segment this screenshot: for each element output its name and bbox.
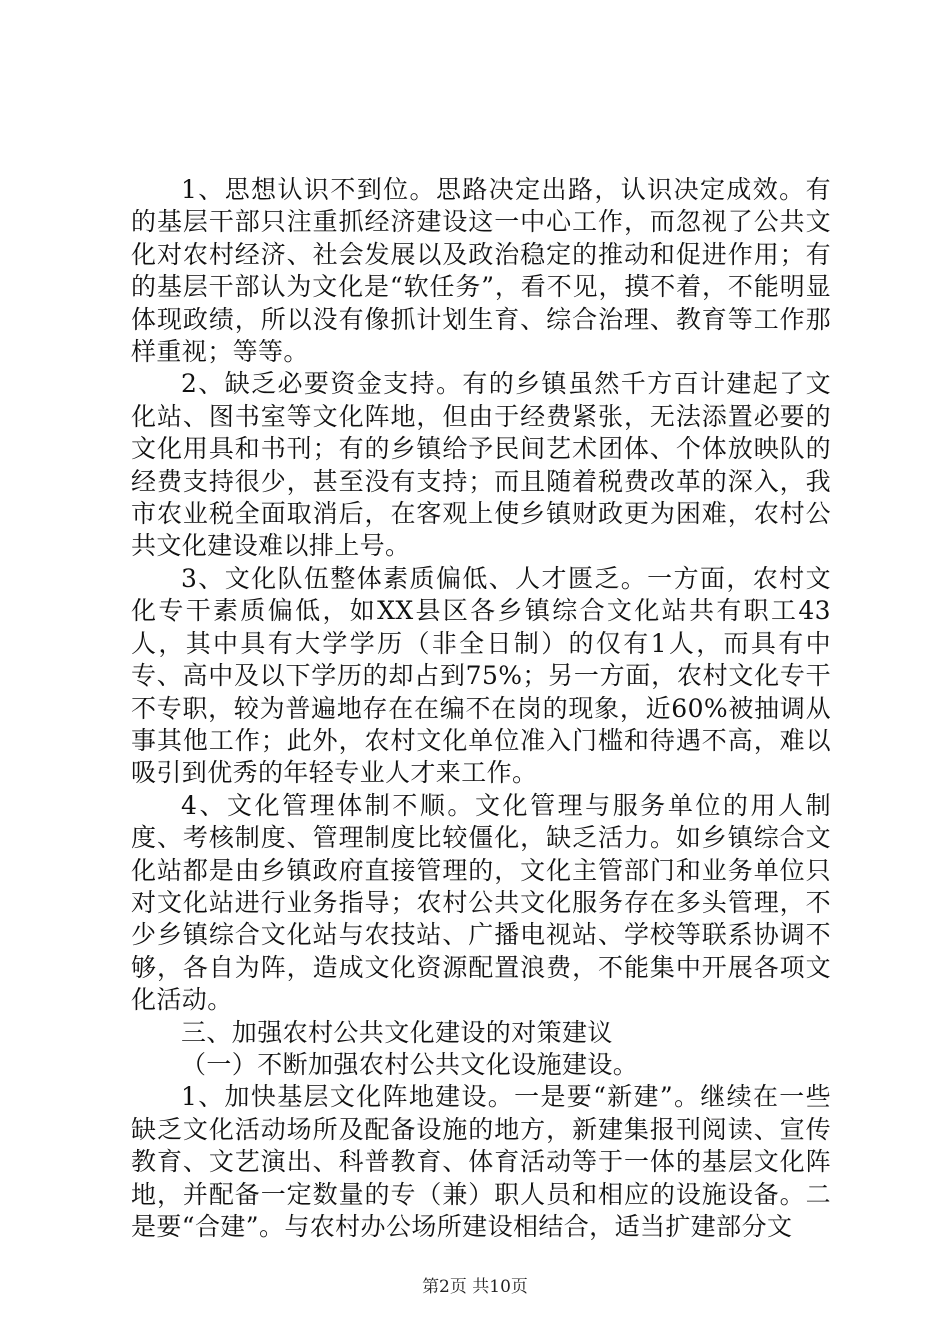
paragraph-4: 4、文化管理体制不顺。文化管理与服务单位的用人制度、考核制度、管理制度比较僵化，缺乏活力。如乡镇综合文化站都是由乡镇政府直接管理的，文化主管部门和业务单位只对文化站进行业务指导；农村公共文化服务存在多头管理，不少乡镇综合文化站与农技站、广播电视站、学校等联系协调不够，各自为阵，造成文化资源配置浪费，不能集中开展各项文化活动。 [131,790,831,1015]
paragraph-1: 1、思想认识不到位。思路决定出路，认识决定成效。有的基层干部只注重抓经济建设这一中心工作，而忽视了公共文化对农村经济、社会发展以及政治稳定的推动和促进作用；有的基层干部认为文化是“软任务”，看不见，摸不着，不能明显体现政绩，所以没有像抓计划生育、综合治理、教育等工作那样重视；等等。 [131,175,831,367]
paragraph-3: 3、文化队伍整体素质偏低、人才匮乏。一方面，农村文化专干素质偏低，如XX县区各乡镇综合文化站共有职工43人，其中具有大学学历（非全日制）的仅有1人，而具有中专、高中及以下学历的却占到75%；另一方面，农村文化专干不专职，较为普遍地存在在编不在岗的现象，近60%被抽调从事其他工作；此外，农村文化单位准入门槛和待遇不高，难以吸引到优秀的年轻专业人才来工作。 [131,563,831,788]
page-footer: 第2页 共10页 [422,1277,528,1297]
subsection-heading: （一）不断加强农村公共文化设施建设。 [181,1049,639,1079]
paragraph-5: 1、加快基层文化阵地建设。一是要“新建”。继续在一些缺乏文化活动场所及配备设施的地方，新建集报刊阅读、宣传教育、文艺演出、科普教育、体育活动等于一体的基层文化阵地，并配备一定数量的专（兼）职人员和相应的设施设备。二是要“合建”。与农村办公场所建设相结合，适当扩建部分文 [131,1082,831,1241]
document-body [131,174,831,1243]
paragraph-2: 2、缺乏必要资金支持。有的乡镇虽然千方百计建起了文化站、图书室等文化阵地，但由于经费紧张，无法添置必要的文化用具和书刊；有的乡镇给予民间艺术团体、个体放映队的经费支持很少，甚至没有支持；而且随着税费改革的深入，我市农业税全面取消后，在客观上使乡镇财政更为困难，农村公共文化建设难以排上号。 [131,369,831,561]
section-heading: 三、加强农村公共文化建设的对策建议 [181,1017,613,1047]
